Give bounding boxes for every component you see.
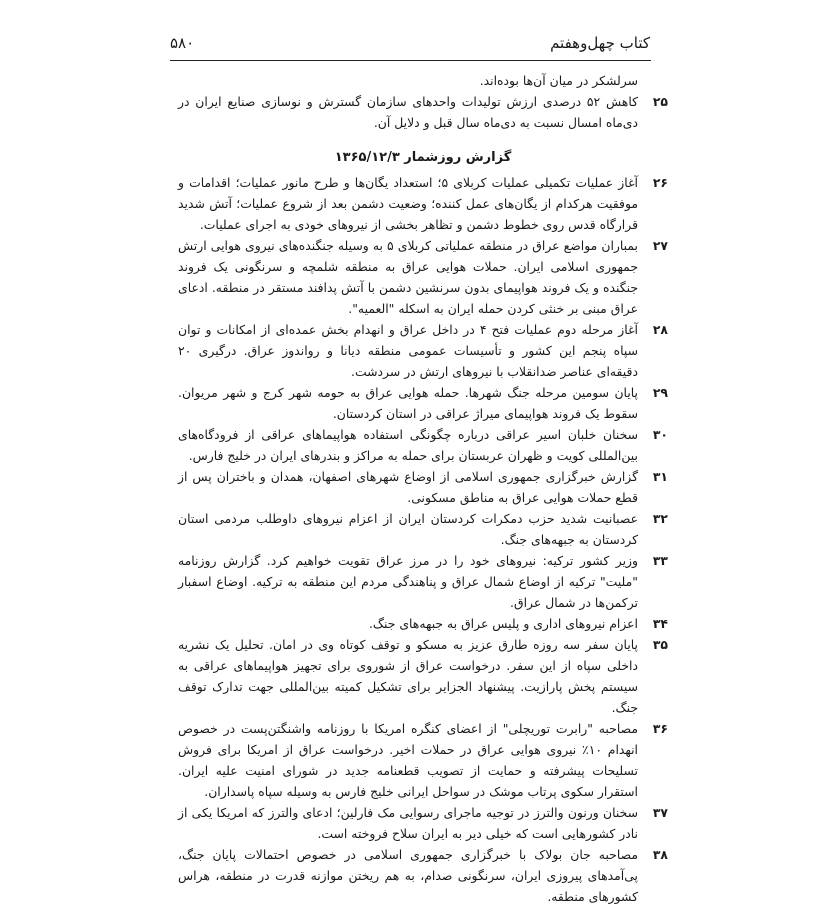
item-text: سخنان ورنون والترز در توجیه ماجرای رسوایی مک فارلین؛ ادعای والترز که امریکا یکی از نادر کشورهایی است که خیلی دیر به ایران سلاح فروخته است. — [178, 805, 638, 841]
item-number: ۳۰ — [652, 427, 668, 442]
item-number: ۲۶ — [652, 175, 668, 190]
item-text: بمباران مواضع عراق در منطقه عملیاتی کربلای ۵ به وسیله جنگنده‌های نیروی هوایی ارتش جمهوری اسلامی ایران. حملات هوایی عراق به منطقه شلمچه و سرنگونی یک فروند جنگنده و یک فروند هواپیمای بدون سرنشین دشمن با آتش پدافند مستقر در منطقه. ادعای عراق مبنی بر خنثی کردن حمله ایران به اسکله "العمیه". — [178, 238, 638, 316]
item-text: سخنان خلبان اسیر عراقی درباره چگونگی استفاده هواپیماهای عراقی از فرودگاه‌های بین‌المللی کویت و ظهران عربستان برای حمله به مراکز و بندرهای ایران در خلیج فارس. — [178, 427, 638, 463]
list-item — [178, 613, 668, 634]
list-item — [178, 844, 668, 907]
list-item — [178, 550, 668, 613]
page-header — [170, 32, 650, 58]
page-body — [178, 70, 668, 907]
item-text: مصاحبه "رابرت توریچلی" از اعضای کنگره امریکا با روزنامه واشنگتن‌پست در خصوص انهدام ۱۰٪ نیروی هوایی عراق در حملات اخیر. درخواست عراق از امریکا برای فروش تسلیحات پیشرفته و حمایت از تصویب قطعنامه جدید در شورای امنیت علیه ایران. استقرار سکوی پرتاب موشک در سواحل ایرانی خلیج فارس به وسیله سپاه پاسداران. — [178, 721, 638, 799]
list-item — [178, 424, 668, 466]
list-item — [178, 718, 668, 802]
list-item — [178, 172, 668, 235]
item-text: پایان سفر سه روزه طارق عزیز به مسکو و توقف کوتاه وی در امان. تحلیل یک نشریه داخلی سپاه از این سفر. درخواست عراق از شوروی برای تجهیز هواپیماهای عراقی به سیستم پخش پارازیت. پیشنهاد الجزایر برای تشکیل کمیته بین‌المللی جهت تدارک توقف جنگ. — [178, 637, 638, 715]
item-number: ۲۷ — [652, 238, 668, 253]
item-number: ۲۹ — [652, 385, 668, 400]
item-text: مصاحبه جان بولاک با خبرگزاری جمهوری اسلامی در خصوص احتمالات پایان جنگ، پی‌آمدهای پیروزی ایران، سرنگونی صدام، به هم ریختن موازنه قدرت در منطقه، هراس کشورهای منطقه. — [178, 847, 638, 904]
item-text: اعزام نیروهای اداری و پلیس عراق به جبهه‌های جنگ. — [368, 616, 638, 631]
list-item — [178, 634, 668, 718]
item-text: گزارش خبرگزاری جمهوری اسلامی از اوضاع شهرهای اصفهان، همدان و باختران پس از قطع حملات هوایی عراق به مناطق مسکونی. — [178, 469, 638, 505]
item-text: آغاز مرحله دوم عملیات فتح ۴ در داخل عراق و انهدام بخش عمده‌ای از امکانات و توان سپاه پنجم این کشور و تأسیسات عمومی منطقه دیانا و رواندوز عراق. درگیری ۲۰ دقیقه‌ای عناصر ضدانقلاب با نیروهای ارتش در سردشت. — [178, 322, 638, 379]
list-item — [178, 235, 668, 319]
item-number: ۳۴ — [652, 616, 668, 631]
item-text: کاهش ۵۲ درصدی ارزش تولیدات واحدهای سازمان گسترش و نوسازی صنایع ایران در دی‌ماه امسال نسبت به دی‌ماه سال قبل و دلایل آن. — [178, 94, 639, 130]
list-item — [178, 802, 668, 844]
item-text: وزیر کشور ترکیه: نیروهای خود را در مرز عراق تقویت خواهیم کرد. گزارش روزنامه "ملیت" ترکیه از اوضاع شمال عراق و پناهندگی مردم این منطقه به ترکیه. اوضاع اسفبار ترکمن‌ها در شمال عراق. — [178, 553, 638, 610]
item-number: ۳۷ — [652, 805, 668, 820]
item-text: آغاز عملیات تکمیلی عملیات کربلای ۵؛ استعداد یگان‌ها و طرح مانور عملیات؛ اقدامات و موفقیت هرکدام از یگان‌های عمل کننده؛ وضعیت دشمن بعد از شروع عملیات؛ آتش شدید قرارگاه قدس روی خطوط دشمن و تظاهر بخشی از نیروهای خودی به اجرای عملیات. — [178, 175, 638, 232]
item-text: پایان سومین مرحله جنگ شهرها. حمله هوایی عراق به حومه شهر کرج و شهر مریوان. سقوط یک فروند هواپیمای میراژ عراقی در استان کردستان. — [178, 385, 638, 421]
header-rule — [170, 60, 651, 61]
item-number: ۳۶ — [652, 721, 668, 736]
item-number: ۲۸ — [652, 322, 668, 337]
item-number: ۲۵ — [652, 94, 668, 109]
continued-text: سرلشکر در میان آن‌ها بوده‌اند. — [479, 73, 638, 88]
item-number: ۳۸ — [652, 847, 668, 862]
page-number: ۵۸۰ — [170, 34, 195, 52]
list-item — [178, 319, 668, 382]
book-title: کتاب چهل‌وهفتم — [550, 34, 650, 52]
list-item — [178, 382, 668, 424]
item-number: ۳۵ — [652, 637, 668, 652]
item-text: عصبانیت شدید حزب دمکرات کردستان ایران از اعزام نیروهای داوطلب مردمی استان کردستان به جبهه‌های جنگ. — [178, 511, 638, 547]
list-item — [178, 466, 668, 508]
item-number: ۳۱ — [652, 469, 668, 484]
list-item — [178, 508, 668, 550]
item-number: ۳۲ — [652, 511, 668, 526]
report-heading: گزارش روزشمار ۱۳۶۵/۱۲/۳ — [334, 150, 512, 165]
list-item — [178, 91, 668, 133]
item-number: ۳۳ — [652, 553, 668, 568]
